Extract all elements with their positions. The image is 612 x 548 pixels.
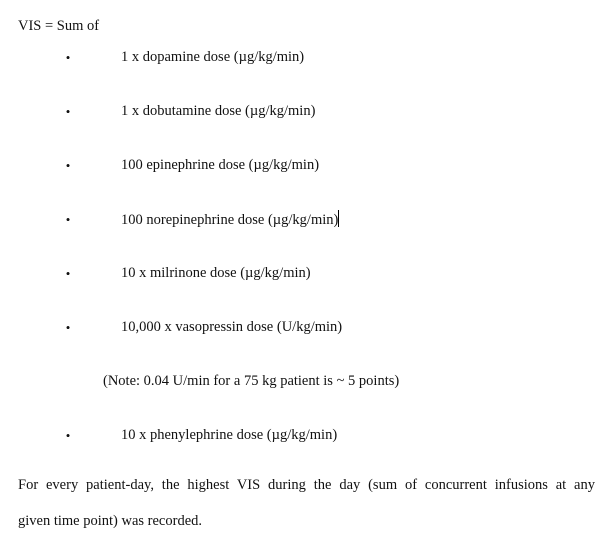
list-item-text: 1 x dopamine dose (µg/kg/min) — [121, 49, 305, 65]
list-item-text: 10 x phenylephrine dose (µg/kg/min) — [121, 427, 338, 443]
list-item-text: 10,000 x vasopressin dose (U/kg/min) — [121, 319, 343, 335]
bullet-icon: • — [65, 428, 71, 443]
list-item-text: 100 epinephrine dose (µg/kg/min) — [121, 157, 320, 173]
bullet-icon: • — [65, 158, 71, 173]
bullet-icon: • — [65, 212, 71, 227]
bullet-icon: • — [65, 266, 71, 281]
list-item-text: 10 x milrinone dose (µg/kg/min) — [121, 265, 311, 281]
list-item-text: 1 x dobutamine dose (µg/kg/min) — [121, 103, 316, 119]
bullet-icon: • — [65, 104, 71, 119]
text-cursor — [338, 210, 339, 227]
paragraph-line-1: For every patient-day, the highest VIS during the day (sum of concurrent infusions at any — [18, 477, 595, 493]
list-item-text-wrap — [121, 210, 339, 229]
bullet-icon: • — [65, 50, 71, 65]
vis-heading: VIS = Sum of — [18, 18, 100, 34]
list-item-text: 100 norepinephrine dose (µg/kg/min) — [121, 212, 339, 228]
paragraph-line-2: given time point) was recorded. — [18, 513, 203, 529]
bullet-icon: • — [65, 320, 71, 335]
vasopressin-note: (Note: 0.04 U/min for a 75 kg patient is ~ 5 points) — [103, 373, 400, 389]
